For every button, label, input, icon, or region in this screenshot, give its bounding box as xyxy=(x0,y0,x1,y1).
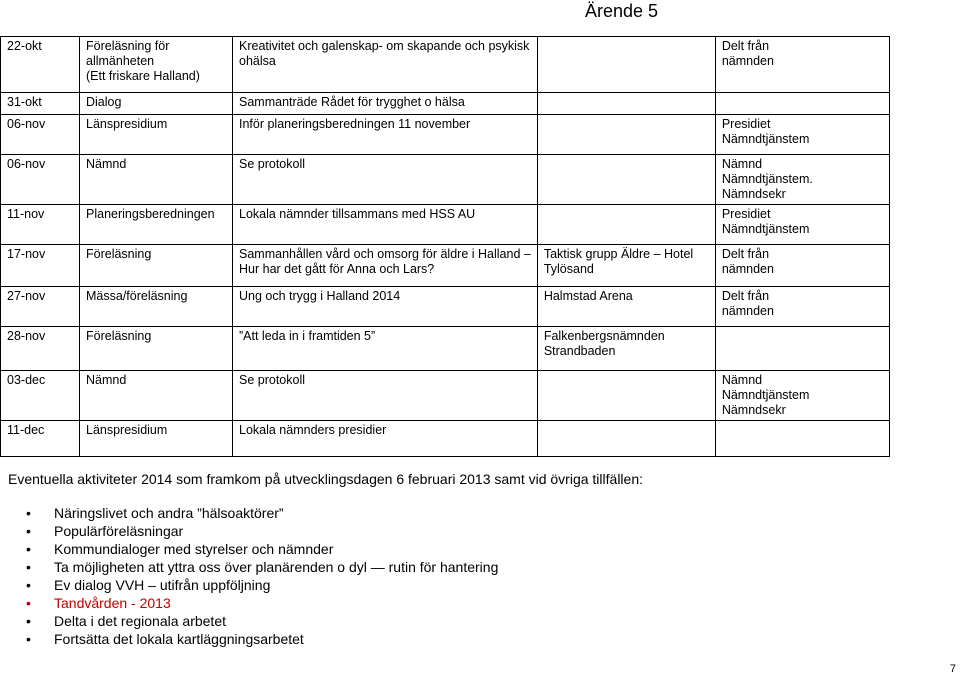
intro-text: Eventuella aktiviteter 2014 som framkom på utvecklingsdagen 6 februari 2013 samt vid övriga tillfällen: xyxy=(8,471,643,487)
cell-place xyxy=(537,371,715,421)
list-item-text: Delta i det regionala arbetet xyxy=(54,613,226,629)
cell-line: Ung och trygg i Halland 2014 xyxy=(239,289,401,303)
cell-date: 17-nov xyxy=(1,245,80,287)
cell-date: 31-okt xyxy=(1,93,80,115)
cell-line: Lokala nämnders presidier xyxy=(239,423,387,437)
cell-type xyxy=(80,287,233,327)
list-item xyxy=(8,540,498,558)
bullet-icon: • xyxy=(26,577,31,593)
cell-line: Föreläsning xyxy=(86,247,152,261)
bullet-icon: • xyxy=(26,523,31,539)
table-row xyxy=(1,245,890,287)
cell-line: Se protokoll xyxy=(239,373,306,387)
cell-subject xyxy=(233,327,538,371)
cell-line: Dialog xyxy=(86,95,122,109)
bullet-icon: • xyxy=(26,559,31,575)
cell-line: Nämndsekr xyxy=(721,187,786,201)
cell-participants xyxy=(715,155,889,205)
cell-line: Planeringsberedningen xyxy=(86,207,215,221)
table-row xyxy=(1,93,890,115)
cell-line: Nämnd xyxy=(721,157,763,171)
cell-subject xyxy=(233,371,538,421)
cell-date: 06-nov xyxy=(1,155,80,205)
cell-line: Se protokoll xyxy=(239,157,306,171)
cell-line: Nämndtjänstem. xyxy=(721,172,813,186)
list-item xyxy=(8,612,498,630)
cell-line: Tylösand xyxy=(543,262,594,276)
cell-line: Inför planeringsberedningen 11 november xyxy=(239,117,471,131)
cell-participants xyxy=(715,421,889,457)
cell-type xyxy=(80,327,233,371)
list-item-text: Ev dialog VVH – utifrån uppföljning xyxy=(54,577,271,593)
cell-type xyxy=(80,245,233,287)
cell-type xyxy=(80,93,233,115)
cell-subject xyxy=(233,421,538,457)
cell-type xyxy=(80,205,233,245)
cell-line: Strandbaden xyxy=(543,344,616,358)
cell-participants xyxy=(715,245,889,287)
table-row xyxy=(1,37,890,93)
cell-date: 22-okt xyxy=(1,37,80,93)
list-item xyxy=(8,630,498,648)
table-row xyxy=(1,155,890,205)
cell-place xyxy=(537,37,715,93)
cell-line: Presidiet xyxy=(721,207,771,221)
cell-line: Delt från xyxy=(721,39,770,53)
cell-line: Föreläsning xyxy=(86,329,152,343)
cell-line: Sammanträde Rådet för trygghet o hälsa xyxy=(239,95,465,109)
cell-participants xyxy=(715,205,889,245)
table-row xyxy=(1,421,890,457)
list-item-text: Ta möjligheten att yttra oss över planärenden o dyl — rutin för hantering xyxy=(54,559,499,575)
cell-place xyxy=(537,327,715,371)
cell-line: Lokala nämnder tillsammans med HSS AU xyxy=(239,207,476,221)
cell-date: 11-nov xyxy=(1,205,80,245)
list-item-text: Fortsätta det lokala kartläggningsarbetet xyxy=(54,631,304,647)
list-item xyxy=(8,522,498,540)
cell-line: Länspresidium xyxy=(86,423,168,437)
cell-line: Mässa/föreläsning xyxy=(86,289,188,303)
cell-date: 11-dec xyxy=(1,421,80,457)
cell-type xyxy=(80,115,233,155)
cell-line: Nämndsekr xyxy=(721,403,786,417)
cell-subject xyxy=(233,245,538,287)
cell-subject xyxy=(233,205,538,245)
cell-place xyxy=(537,287,715,327)
cell-line: Delt från xyxy=(721,247,770,261)
cell-line: nämnden xyxy=(721,262,774,276)
cell-line: Delt från xyxy=(721,289,770,303)
cell-participants xyxy=(715,115,889,155)
cell-line: Halmstad Arena xyxy=(543,289,633,303)
cell-type xyxy=(80,371,233,421)
list-item-text: Kommundialoger med styrelser och nämnder xyxy=(54,541,334,557)
cell-place xyxy=(537,245,715,287)
cell-line: Taktisk grupp Äldre – Hotel xyxy=(543,247,694,261)
cell-subject xyxy=(233,155,538,205)
cell-line: Länspresidium xyxy=(86,117,168,131)
list-item xyxy=(8,576,498,594)
cell-subject xyxy=(233,115,538,155)
list-item xyxy=(8,504,498,522)
cell-type xyxy=(80,155,233,205)
list-item-text: Tandvården - 2013 xyxy=(54,595,171,611)
cell-participants xyxy=(715,327,889,371)
bullet-icon: • xyxy=(26,595,31,611)
page-title: Ärende 5 xyxy=(584,1,658,21)
cell-date: 03-dec xyxy=(1,371,80,421)
cell-type xyxy=(80,37,233,93)
list-item xyxy=(8,558,498,576)
cell-participants xyxy=(715,287,889,327)
cell-line: Nämndtjänstem xyxy=(721,132,810,146)
cell-participants xyxy=(715,371,889,421)
cell-place xyxy=(537,115,715,155)
cell-line: Falkenbergsnämnden xyxy=(543,329,665,343)
bullet-icon: • xyxy=(26,631,31,647)
cell-subject xyxy=(233,93,538,115)
cell-line: (Ett friskare Halland) xyxy=(86,69,200,83)
cell-line: ”Att leda in i framtiden 5” xyxy=(239,329,376,343)
table-row xyxy=(1,115,890,155)
cell-place xyxy=(537,93,715,115)
cell-line: nämnden xyxy=(721,304,774,318)
cell-line: Nämndtjänstem xyxy=(721,222,810,236)
cell-line: allmänheten xyxy=(86,54,155,68)
list-item-text: Populärföreläsningar xyxy=(54,523,184,539)
cell-place xyxy=(537,205,715,245)
schedule-body xyxy=(1,37,890,457)
cell-line: Kreativitet och galenskap- om skapande och psykisk xyxy=(239,39,530,53)
cell-line: ohälsa xyxy=(239,54,276,68)
schedule-table xyxy=(0,36,890,457)
cell-subject xyxy=(233,287,538,327)
list-item xyxy=(8,594,498,612)
cell-subject xyxy=(233,37,538,93)
cell-place xyxy=(537,421,715,457)
cell-line: Hur har det gått för Anna och Lars? xyxy=(239,262,435,276)
cell-line: Presidiet xyxy=(721,117,771,131)
activities-list xyxy=(8,504,498,648)
cell-type xyxy=(80,421,233,457)
cell-line: Föreläsning för xyxy=(86,39,170,53)
cell-line: Nämnd xyxy=(86,373,127,387)
cell-date: 06-nov xyxy=(1,115,80,155)
cell-place xyxy=(537,155,715,205)
list-item-text: Näringslivet och andra ”hälsoaktörer” xyxy=(54,505,284,521)
cell-line: Nämnd xyxy=(721,373,763,387)
bullet-icon: • xyxy=(26,613,31,629)
page-number: 7 xyxy=(949,663,956,675)
cell-participants xyxy=(715,93,889,115)
bullet-icon: • xyxy=(26,541,31,557)
cell-line: Nämnd xyxy=(86,157,127,171)
cell-line: nämnden xyxy=(721,54,774,68)
cell-line: Sammanhållen vård och omsorg för äldre i Halland – xyxy=(239,247,531,261)
table-row xyxy=(1,371,890,421)
table-row xyxy=(1,287,890,327)
table-row xyxy=(1,205,890,245)
table-row xyxy=(1,327,890,371)
bullet-icon: • xyxy=(26,505,31,521)
cell-date: 27-nov xyxy=(1,287,80,327)
cell-participants xyxy=(715,37,889,93)
cell-date: 28-nov xyxy=(1,327,80,371)
cell-line: Nämndtjänstem xyxy=(721,388,810,402)
